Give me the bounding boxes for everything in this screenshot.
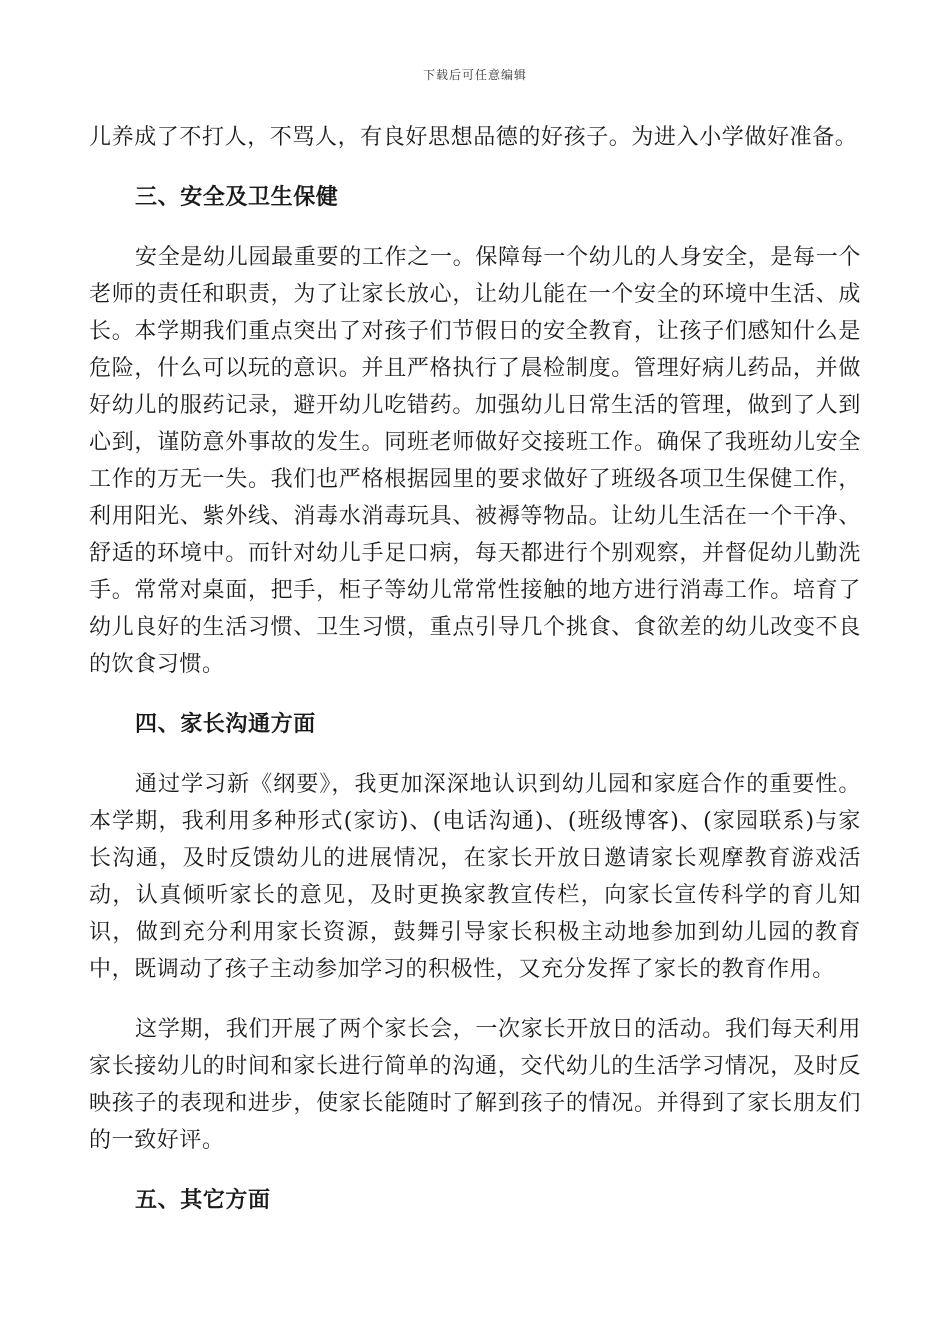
intro-tail-paragraph: 儿养成了不打人，不骂人，有良好思想品德的好孩子。为进入小学做好准备。 bbox=[89, 125, 858, 150]
spacer bbox=[89, 988, 861, 1011]
spacer bbox=[89, 743, 861, 766]
page-header: 下载后可任意编辑 bbox=[422, 68, 527, 82]
section-5-heading: 五、其它方面 bbox=[135, 1187, 271, 1213]
spacer bbox=[89, 683, 861, 706]
section-3-paragraph: 安全是幼儿园最重要的工作之一。保障每一个幼儿的人身安全，是每一个老师的责任和职责，为了让家长放心，让幼儿能在一个安全的环境中生活、成长。本学期我们重点突出了对孩子们节假日的安全教育，让孩子们感知什么是危险，什么可以玩的意识。并且严格执行了晨检制度。管理好病儿药品，并做好幼儿的服药记录，避开幼儿吃错药。加强幼儿日常生活的管理，做到了人到心到，谨防意外事故的发生。同班老师做好交接班工作。确保了我班幼儿安全工作的万无一失。我们也严格根据园里的要求做好了班级各项卫生保健工作，利用阳光、紫外线、消毒水消毒玩具、被褥等物品。让幼儿生活在一个干净、舒适的环境中。而针对幼儿手足口病，每天都进行个别观察，并督促幼儿勤洗手。常常对桌面，把手，柜子等幼儿常常性接触的地方进行消毒工作。培育了幼儿良好的生活习惯、卫生习惯，重点引导几个挑食、食欲差的幼儿改变不良的饮食习惯。 bbox=[89, 245, 861, 677]
spacer bbox=[89, 156, 861, 179]
section-4-paragraph-1: 通过学习新《纲要》，我更加深深地认识到幼儿园和家庭合作的重要性。本学期，我利用多种形式(家访)、(电话沟通)、(班级博客)、(家园联系)与家长沟通，及时反馈幼儿的进展情况，在家长开放日邀请家长观摩教育游戏活动，认真倾听家长的意见，及时更换家教宣传栏，向家长宣传科学的育儿知识，做到充分利用家长资源，鼓舞引导家长积极主动地参加到幼儿园的教育中，既调动了孩子主动参加学习的积极性，又充分发挥了家长的教育作用。 bbox=[89, 772, 861, 982]
section-4-heading: 四、家长沟通方面 bbox=[135, 711, 316, 737]
spacer bbox=[89, 1159, 861, 1182]
section-4-paragraph-2: 这学期，我们开展了两个家长会，一次家长开放日的活动。我们每天利用家长接幼儿的时间和家长进行简单的沟通，交代幼儿的生活学习情况，及时反映孩子的表现和进步，使家长能随时了解到孩子的情况。并得到了家长朋友们的一致好评。 bbox=[89, 1017, 861, 1153]
document-body bbox=[89, 119, 861, 1219]
section-3-heading: 三、安全及卫生保健 bbox=[135, 184, 339, 210]
spacer bbox=[89, 216, 861, 239]
